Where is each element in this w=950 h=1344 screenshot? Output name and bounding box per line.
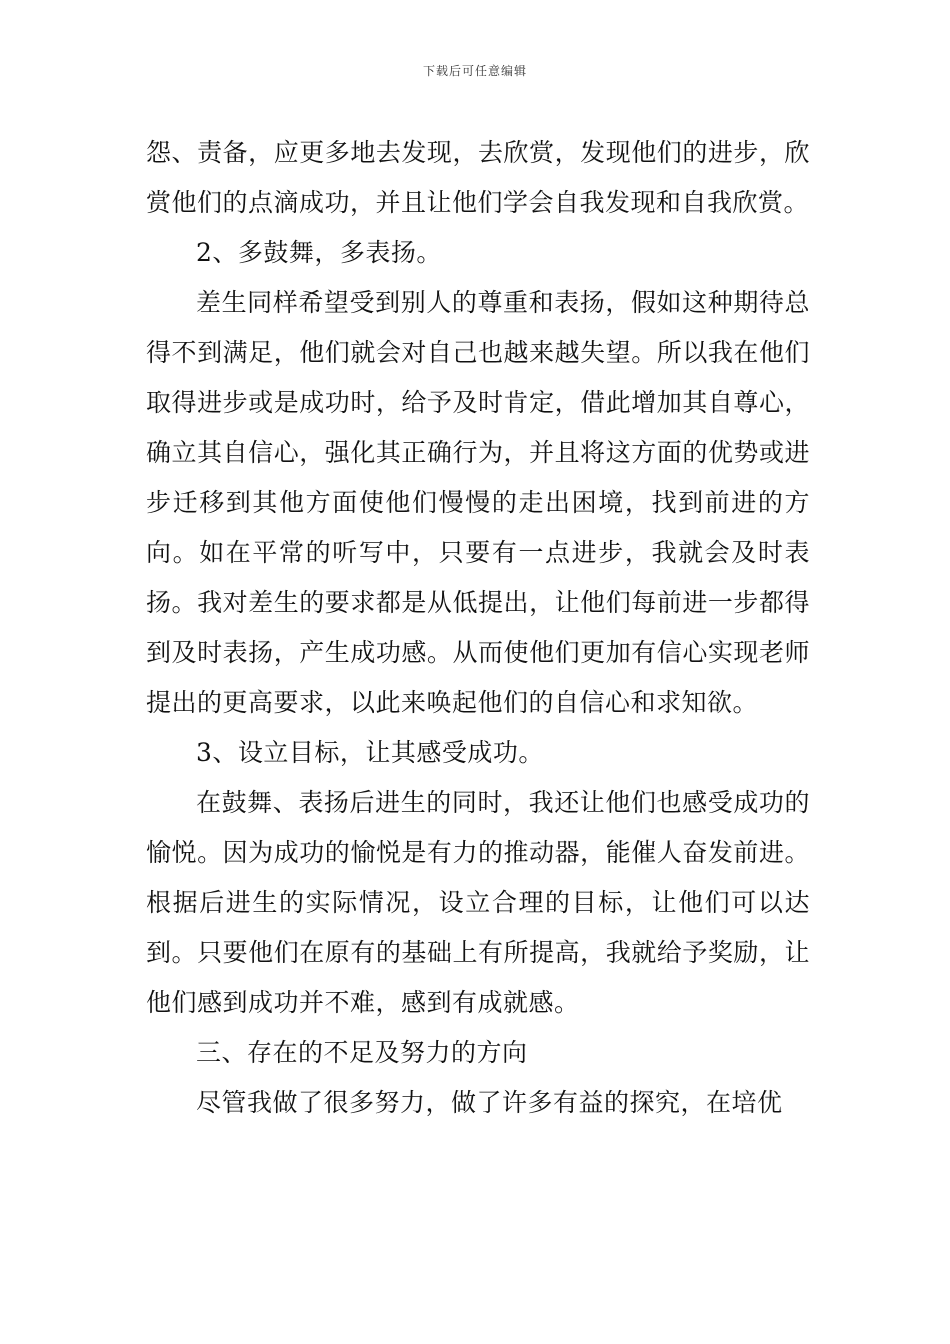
paragraph-1: 怨、责备，应更多地去发现，去欣赏，发现他们的进步，欣赏他们的点滴成功，并且让他们学会自我发现和自我欣赏。 bbox=[146, 138, 810, 217]
paragraph-2-heading: 2、多鼓舞，多表扬。 bbox=[196, 238, 442, 267]
paragraph-4-heading: 3、设立目标，让其感受成功。 bbox=[196, 738, 544, 767]
document-body bbox=[146, 128, 810, 1128]
paragraph-7: 尽管我做了很多努力，做了许多有益的探究，在培优 bbox=[196, 1088, 783, 1117]
page-header: 下载后可任意编辑 bbox=[422, 64, 527, 78]
paragraph-3: 差生同样希望受到别人的尊重和表扬，假如这种期待总得不到满足，他们就会对自己也越来越失望。所以我在他们取得进步或是成功时，给予及时肯定，借此增加其自尊心，确立其自信心，强化其正确行为，并且将这方面的优势或进步迁移到其他方面使他们慢慢的走出困境，找到前进的方向。如在平常的听写中，只要有一点进步，我就会及时表扬。我对差生的要求都是从低提出，让他们每前进一步都得到及时表扬，产生成功感。从而使他们更加有信心实现老师提出的更高要求，以此来唤起他们的自信心和求知欲。 bbox=[146, 288, 810, 717]
paragraph-6-heading: 三、存在的不足及努力的方向 bbox=[196, 1038, 528, 1067]
paragraph-5: 在鼓舞、表扬后进生的同时，我还让他们也感受成功的愉悦。因为成功的愉悦是有力的推动器，能催人奋发前进。根据后进生的实际情况，设立合理的目标，让他们可以达到。只要他们在原有的基础上有所提高，我就给予奖励，让他们感到成功并不难，感到有成就感。 bbox=[146, 788, 810, 1017]
